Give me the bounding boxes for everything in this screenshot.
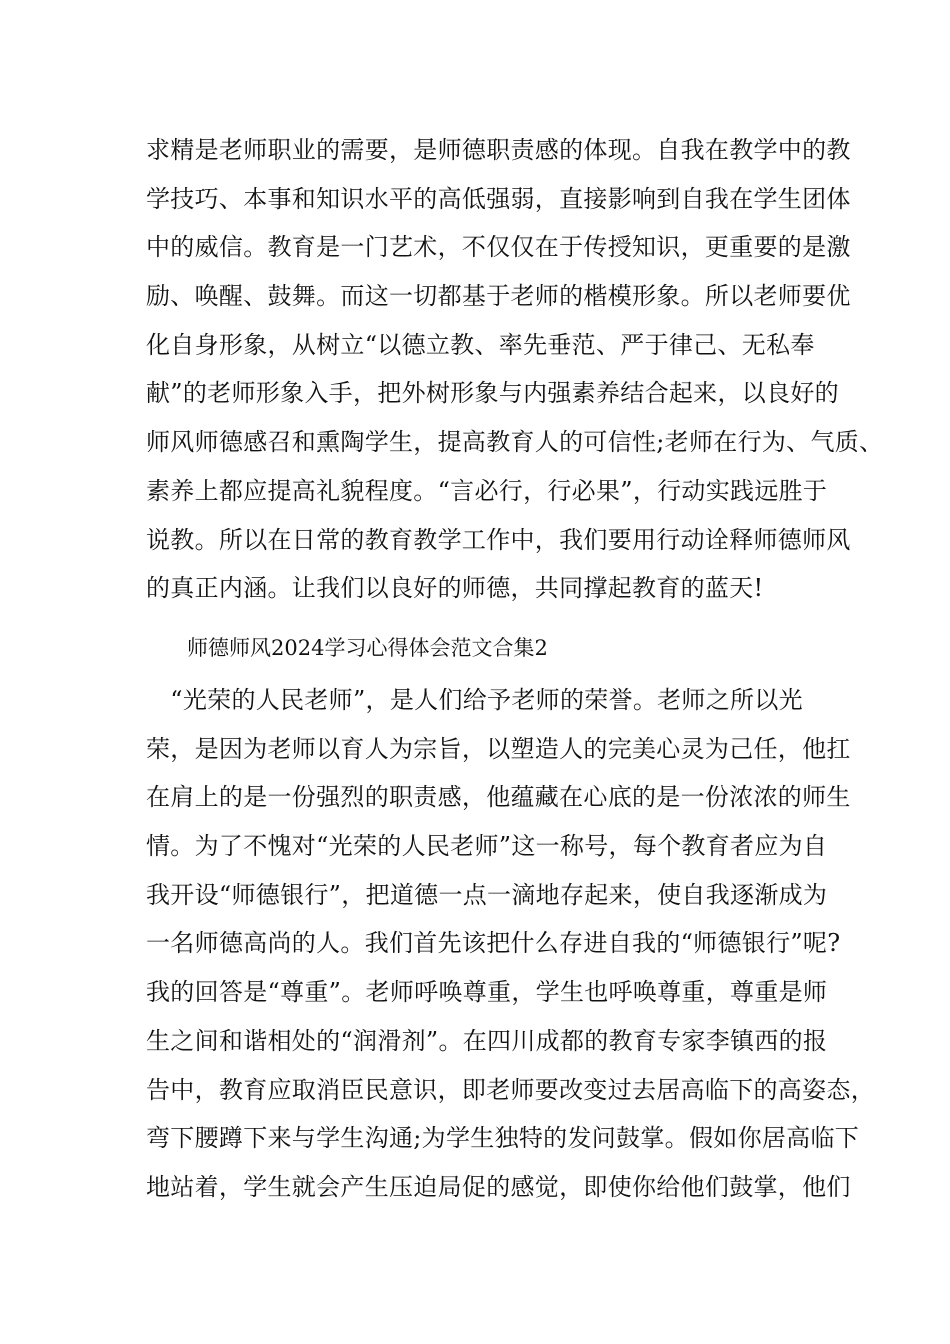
text-line: 素养上都应提高礼貌程度。“言必行，行必果”，行动实践远胜于 <box>146 476 828 505</box>
text-line: 我的回答是“尊重”。老师呼唤尊重，学生也呼唤尊重，尊重是师 <box>146 978 828 1007</box>
text-line: 荣，是因为老师以育人为宗旨，以塑造人的完美心灵为己任，他扛 <box>146 734 851 763</box>
text-line: 中的威信。教育是一门艺术，不仅仅在于传授知识，更重要的是激 <box>146 233 851 262</box>
text-line: 化自身形象，从树立“以德立教、率先垂范、严于律己、无私奉 <box>146 330 815 359</box>
text-line: 在肩上的是一份强烈的职责感，他蕴藏在心底的是一份浓浓的师生 <box>146 783 851 812</box>
body-paragraph-2 <box>146 676 875 1212</box>
text-line: “光荣的人民老师”，是人们给予老师的荣誉。老师之所以光 <box>146 686 803 714</box>
text-line: 告中，教育应取消臣民意识，即老师要改变过去居高临下的高姿态， <box>146 1075 875 1104</box>
text-line: 弯下腰蹲下来与学生沟通;为学生独特的发问鼓掌。假如你居高临下 <box>146 1124 860 1153</box>
text-line: 求精是老师职业的需要，是师德职责感的体现。自我在教学中的教 <box>146 136 851 164</box>
text-line: 说教。所以在日常的教育教学工作中，我们要用行动诠释师德师风 <box>146 525 851 554</box>
text-line: 一名师德高尚的人。我们首先该把什么存进自我的“师德银行”呢? <box>146 929 841 958</box>
text-line: 情。为了不愧对“光荣的人民老师”这一称号，每个教育者应为自 <box>146 832 828 861</box>
section-heading: 师德师风2024学习心得体会范文合集2 <box>187 636 548 660</box>
body-paragraph-1 <box>146 126 884 613</box>
text-line: 献”的老师形象入手，把外树形象与内强素养结合起来，以良好的 <box>146 379 839 408</box>
text-line: 励、唤醒、鼓舞。而这一切都基于老师的楷模形象。所以老师要优 <box>146 282 851 311</box>
text-line: 学技巧、本事和知识水平的高低强弱，直接影响到自我在学生团体 <box>146 184 851 213</box>
text-line: 我开设“师德银行”，把道德一点一滴地存起来，使自我逐渐成为 <box>146 880 828 909</box>
text-line: 地站着，学生就会产生压迫局促的感觉，即使你给他们鼓掌，他们 <box>146 1172 851 1201</box>
text-line: 生之间和谐相处的“润滑剂”。在四川成都的教育专家李镇西的报 <box>146 1026 828 1055</box>
text-line: 的真正内涵。让我们以良好的师德，共同撑起教育的蓝天! <box>146 574 764 603</box>
text-line: 师风师德感召和熏陶学生，提高教育人的可信性;老师在行为、气质、 <box>146 428 884 457</box>
